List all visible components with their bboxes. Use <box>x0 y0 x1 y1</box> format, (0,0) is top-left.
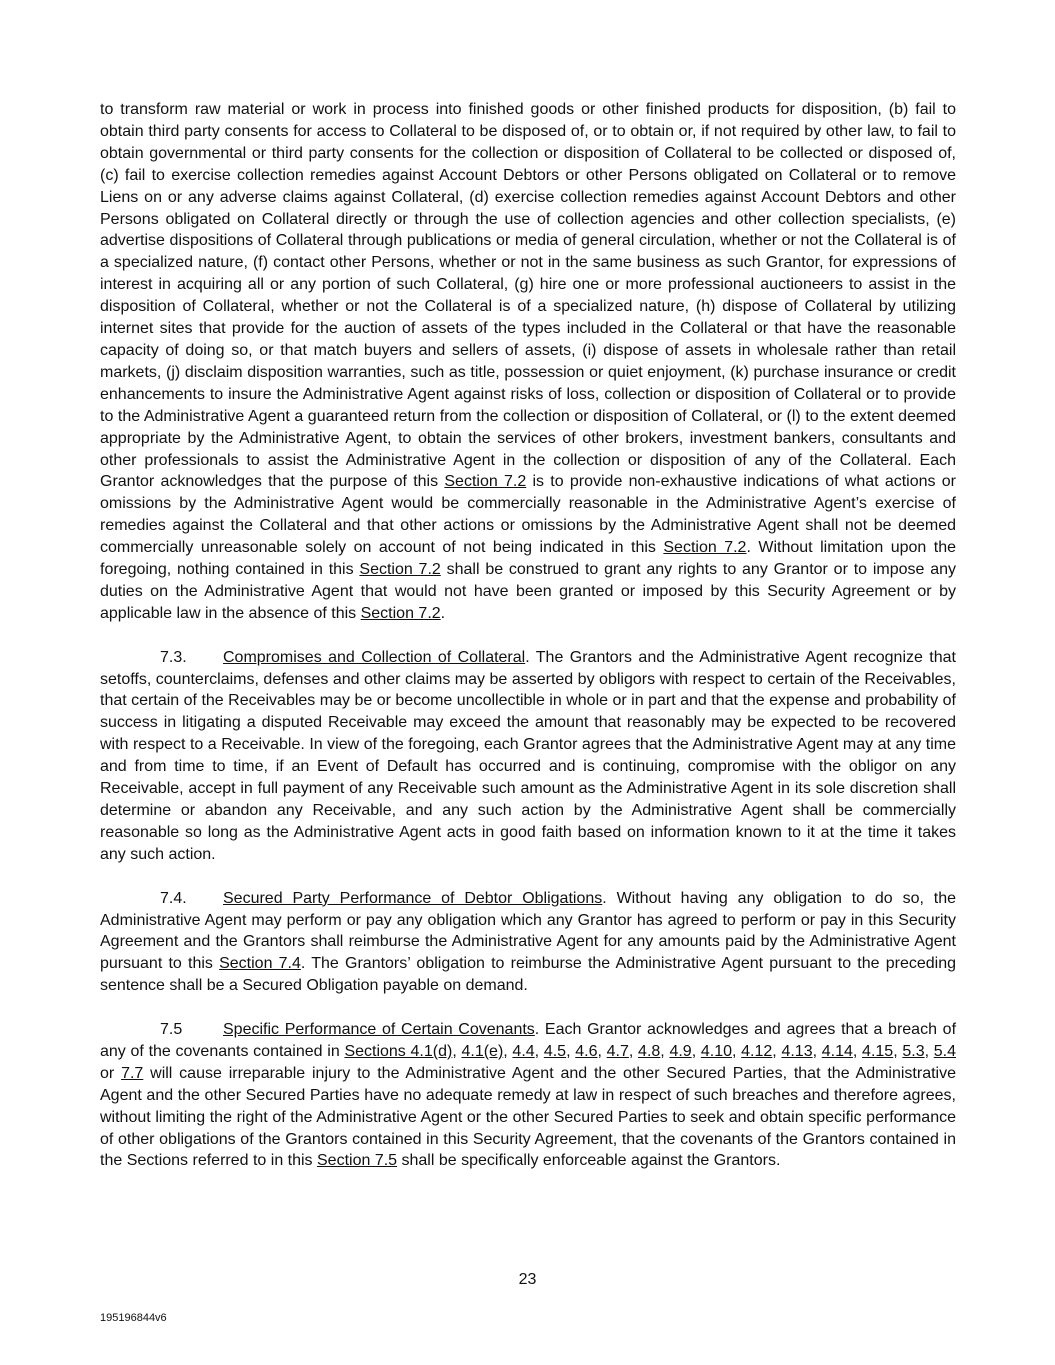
section-heading: Specific Performance of Certain Covenants <box>223 1021 535 1039</box>
cross-reference: 5.4 <box>933 1042 956 1060</box>
cross-reference: 4.13 <box>781 1042 813 1060</box>
cross-reference: 7.7 <box>121 1064 144 1082</box>
text: . The Grantors’ obligation to reimburse the Administrative Agent pursuant to the preceding sentence shall be a Secured Obligation payable on demand. <box>100 955 957 995</box>
cross-reference: Section 7.5 <box>317 1152 398 1170</box>
text: is to provide non-exhaustive indications of what actions or omissions by the Administrative Agent would be commercially reasonable in the Administrative Agent’s exercise of remedies against the Collateral and that other actions or omissions by the Administrative Agent shall not be deemed commercially unreasonable solely on account of not being indicated in this <box>100 473 957 557</box>
cross-reference: 4.6 <box>575 1042 598 1060</box>
section-number: 7.4. <box>160 889 187 907</box>
text: . Without having any obligation to do so, the Administrative Agent may perform or pay any obligation which any Grantor has agreed to perform or pay in this Security Agreement and the Grantors shall reimburse the Administrative Agent for any amounts paid by the Administrative Agent pursuant to this <box>100 889 957 973</box>
section-number: 7.5 <box>160 1021 183 1039</box>
section-7-5: 7.5 Specific Performance of Certain Covenants. Each Grantor acknowledges and agrees that a breach of any of the covenants contained in Sections 4.1(d), 4.1(e), 4.4, 4.5, 4.6, 4.7, 4.8, 4.9, 4.10, 4.12, 4.13, 4.14, 4.15, 5.3, 5.4 or 7.7 will cause irreparable injury to the Administrative Agent and the other Secured Parties, that the Administrative Agent and the other Secured Parties have no adequate remedy at law in respect of such breaches and therefore agrees, without limiting the right of the Administrative Agent or the other Secured Parties to seek and obtain specific performance of other obligations of the Grantors contained in this Security Agreement, that the covenants of the Grantors contained in the Sections referred to in this Section 7.5 shall be specifically enforceable against the Grantors. <box>100 1021 957 1170</box>
section-7-3 <box>100 647 956 866</box>
cross-reference: Section 7.2 <box>360 604 441 622</box>
cross-reference: 4.14 <box>821 1042 853 1060</box>
section-number: 7.3. <box>160 648 187 666</box>
cross-reference: 4.1(e) <box>461 1042 504 1060</box>
text: or <box>100 1064 122 1082</box>
cross-reference: 4.4 <box>512 1042 535 1060</box>
cross-reference: Section 7.4 <box>219 955 301 973</box>
text: . Each Grantor acknowledges and agrees that a breach of any of the covenants contained in <box>100 1021 957 1060</box>
cross-reference: 4.9 <box>669 1042 692 1060</box>
text: . Without limitation upon the foregoing, nothing contained in this <box>100 539 957 579</box>
cross-reference: Sections 4.1(d) <box>344 1042 453 1060</box>
cross-reference: 4.5 <box>543 1042 567 1060</box>
text: to transform raw material or work in process into finished goods or other finished products for disposition, (b) fail to obtain third party consents for access to Collateral to be disposed of, or to obtain or, if not required by other law, to fail to obtain governmental or third party consents for the collection or disposition of Collateral to be collected or disposed of, (c) fail to exercise collection remedies against Account Debtors or other Persons obligated on Collateral or to remove Liens on or any adverse claims against Collateral, (d) exercise collection remedies against Account Debtors and other Persons obligated on Collateral directly or through the use of collection agencies and other collection specialists, (e) advertise dispositions of Collateral through publications or media of general circulation, whether or not the Collateral is of a specialized nature, (f) contact other Persons, whether or not in the same business as such Grantor, for expressions of interest in acquiring all or any portion of such Collateral, (g) hire one or more professional auctioneers to assist in the disposition of Collateral, whether or not the Collateral is of a specialized nature, (h) dispose of Collateral by utilizing internet sites that provide for the auction of assets of the types included in the Collateral or that have the reasonable capacity of doing so, or that match buyers and sellers of assets, (i) dispose of assets in wholesale rather than retail markets, (j) disclaim disposition warranties, such as title, possession or quiet enjoyment, (k) purchase insurance or credit enhancements to insure the Administrative Agent against risks of loss, collection or disposition of Collateral or to provide to the Administrative Agent a guaranteed return from the collection or disposition of Collateral, or (l) to the extent deemed appropriate by the Administrative Agent, to obtain the services of other brokers, investment bankers, consultants and other professionals to assist the Administrative Agent in the collection or disposition of any of the Collateral. Each Grantor acknowledges that the purpose of this <box>100 101 956 491</box>
cross-reference: 4.8 <box>638 1042 661 1060</box>
text: . <box>440 604 446 622</box>
cross-reference: 4.10 <box>700 1042 732 1060</box>
text: shall be construed to grant any rights to any Grantor or to impose any duties on the Administrative Agent that would not have been granted or imposed by this Security Agreement or by applicable law in the absence of this <box>100 561 957 622</box>
text: shall be specifically enforceable against the Grantors. <box>397 1152 781 1170</box>
cross-reference: 4.7 <box>606 1042 629 1060</box>
cross-reference: Section 7.2 <box>663 539 747 557</box>
cross-reference: Section 7.2 <box>444 473 527 491</box>
text: . The Grantors and the Administrative Agent recognize that setoffs, counterclaims, defenses and other claims may be asserted by obligors with respect to certain of the Receivables, that certain of the Receivables may be or become uncollectible in whole or in part and that the expense and probability of success in litigating a disputed Receivable may exceed the amount that reasonably may be expected to be recovered with respect to a Receivable. In view of the foregoing, each Grantor agrees that the Administrative Agent may at any time and from time to time, if an Event of Default has occurred and is continuing, compromise with the obligor on any Receivable, accept in full payment of any Receivable such amount as the Administrative Agent in its sole discretion shall determine or abandon any Receivable, and any such action by the Administrative Agent shall be commercially reasonable so long as the Administrative Agent acts in good faith based on information known to it at the time it takes any such action. <box>100 648 956 863</box>
paragraph-7-2-continued <box>100 99 956 625</box>
section-heading: Compromises and Collection of Collateral <box>223 648 526 666</box>
document-body <box>100 99 956 1172</box>
cross-reference: 4.12 <box>741 1042 773 1060</box>
page-number: 23 <box>518 1271 537 1288</box>
document-id: 195196844v6 <box>100 1312 167 1324</box>
cross-reference: Section 7.2 <box>359 561 441 579</box>
cross-reference: 5.3 <box>902 1042 925 1060</box>
section-7-4 <box>100 888 956 998</box>
text: will cause irreparable injury to the Administrative Agent and the other Secured Parties, that the Administrative Agent and the other Secured Parties have no adequate remedy at law in respect of such breaches and therefore agrees, without limiting the right of the Administrative Agent or the other Secured Parties to seek and obtain specific performance of other obligations of the Grantors contained in this Security Agreement, that the covenants of the Grantors contained in the Sections referred to in this <box>100 1064 957 1170</box>
section-heading: Secured Party Performance of Debtor Obligations <box>223 889 603 907</box>
cross-reference: 4.15 <box>862 1042 894 1060</box>
